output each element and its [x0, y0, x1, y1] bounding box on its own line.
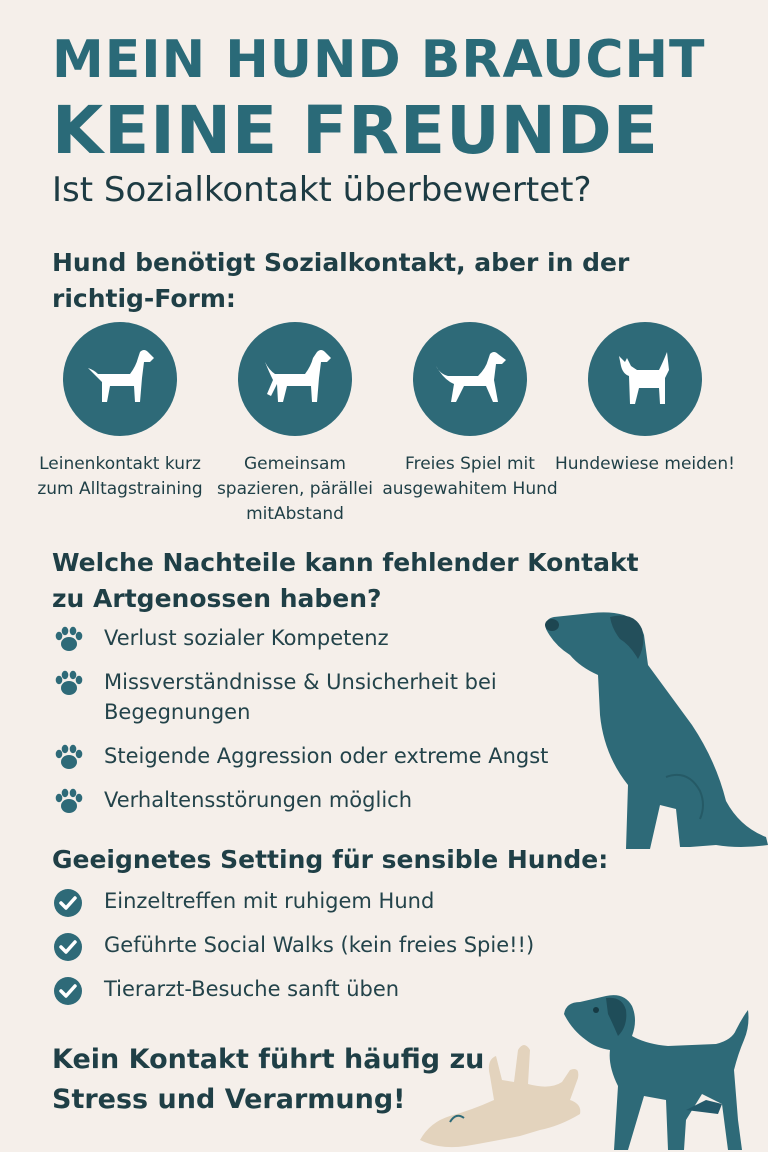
setting-heading: Geeignetes Setting für sensible Hunde: — [52, 845, 609, 874]
list-item-text: Verhaltensstörungen möglich — [104, 788, 413, 812]
disadvantages-heading: Welche Nachteile kann fehlender Kontakt zu Artgenossen haben? — [52, 548, 639, 613]
playing-dog-icon — [413, 322, 527, 436]
list-item-text: Missverständnisse & Unsicherheit bei Begegnungen — [104, 670, 497, 724]
contact-item-label: Hundewiese meiden! — [555, 454, 735, 474]
dog-on-leash-icon — [63, 322, 177, 436]
paw-icon — [52, 669, 86, 699]
subtitle: Ist Sozialkontakt überbewertet? — [52, 170, 592, 210]
standing-dog-icon — [588, 322, 702, 436]
check-circle-icon — [52, 888, 86, 918]
list-item — [52, 974, 592, 1004]
disadvantages-list — [52, 623, 592, 829]
contact-item-walk — [205, 322, 385, 527]
list-item-text: Steigende Aggression oder extreme Angst — [104, 744, 549, 768]
check-circle-icon — [52, 976, 86, 1006]
list-item-text: Einzeltreffen mit ruhigem Hund — [104, 889, 435, 913]
standing-dog-illustration — [556, 990, 768, 1152]
list-item-text: Tierarzt-Besuche sanft üben — [104, 977, 400, 1001]
contact-heading: Hund benötigt Sozialkontakt, aber in der richtig-Form: — [52, 248, 630, 313]
list-item — [52, 741, 592, 771]
contact-item-label: Leinenkontakt kurz zum Alltagstraining — [37, 454, 203, 499]
contact-icon-row — [30, 322, 735, 524]
contact-item-label: Gemeinsam spazieren, pärällei mitAbstand — [216, 454, 374, 524]
list-item-text: Verlust sozialer Kompetenz — [104, 626, 389, 650]
paw-icon — [52, 787, 86, 817]
contact-item-meadow — [555, 322, 735, 477]
list-item — [52, 930, 592, 960]
contact-item-play — [380, 322, 560, 502]
contact-item-label: Freies Spiel mit ausgewahitem Hund — [382, 454, 558, 499]
sitting-dog-illustration — [540, 605, 768, 857]
paw-icon — [52, 625, 86, 655]
list-item-text: Geführte Social Walks (kein freies Spie!!) — [104, 933, 535, 957]
check-circle-icon — [52, 932, 86, 962]
list-item — [52, 667, 592, 727]
list-item — [52, 623, 592, 653]
setting-list — [52, 886, 592, 1018]
list-item — [52, 886, 592, 916]
list-item — [52, 785, 592, 815]
walking-dog-icon — [238, 322, 352, 436]
title-line-1: MEIN HUND BRAUCHT — [52, 30, 706, 90]
paw-icon — [52, 743, 86, 773]
title-line-2: KEINE FREUNDE — [52, 92, 659, 169]
footer-message: Kein Kontakt führt häufig zu Stress und Verarmung! — [52, 1044, 485, 1115]
contact-item-leash — [30, 322, 210, 502]
